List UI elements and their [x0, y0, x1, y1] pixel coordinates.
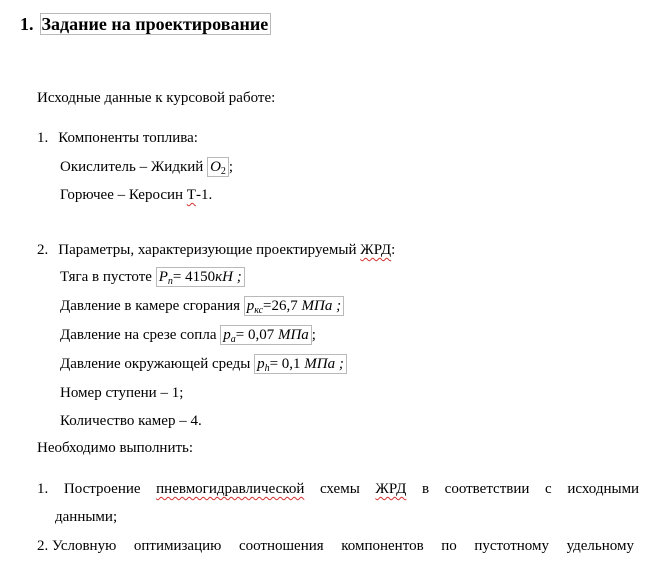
chamber-pressure-sub: кс [254, 305, 264, 316]
nozzle-pressure-formula [220, 325, 312, 345]
heading-text: Задание на проектирование [40, 13, 272, 35]
task-1-word: схемы [319, 481, 360, 497]
stage-number-line: Номер ступени – 1; [60, 385, 184, 401]
thrust-line [60, 267, 245, 287]
section2-title [37, 240, 395, 260]
ambient-pressure-symbol: p [257, 356, 265, 372]
chamber-pressure-formula [244, 296, 344, 316]
oxidizer-formula [207, 157, 229, 177]
chamber-pressure-label: Давление в камере сгорания [60, 298, 244, 314]
ambient-pressure-unit: МПа [304, 356, 336, 372]
ambient-pressure-formula [254, 354, 347, 374]
nozzle-pressure-unit: МПа [277, 327, 309, 343]
task-2-text: Условную оптимизацию соотношения компонентов по пустотному удельному [52, 538, 634, 554]
fuel-brand: Т [186, 187, 196, 203]
section1-title-text: Компоненты топлива: [58, 130, 198, 146]
task-item-1 [37, 479, 639, 499]
task-2-number: 2. [37, 538, 49, 554]
fuel-suffix: -1. [195, 187, 213, 203]
thrust-unit: кН [215, 269, 233, 285]
oxidizer-label: Окислитель – Жидкий [60, 159, 208, 175]
section2-number: 2. [37, 242, 49, 258]
task-1-continuation: данными; [55, 509, 118, 525]
section-heading [20, 12, 271, 36]
chamber-count-line: Количество камер – 4. [60, 413, 202, 429]
heading-number: 1. [20, 14, 34, 34]
task-1-number: 1. [37, 481, 49, 497]
nozzle-pressure-symbol: p [223, 327, 231, 343]
oxidizer-formula-base: O [210, 159, 221, 175]
ambient-pressure-value: = 0,1 [269, 356, 305, 372]
ambient-pressure-sub: h [264, 363, 270, 374]
oxidizer-line [60, 157, 233, 177]
task-item-2 [37, 536, 634, 556]
intro-text: Исходные данные к курсовой работе: [37, 90, 276, 106]
task-1-word: исходными [567, 481, 640, 497]
section1-title [37, 128, 198, 148]
thrust-symbol: P [158, 269, 168, 285]
task-1-word: в [421, 481, 430, 497]
task-1-word: ЖРД [375, 481, 407, 497]
ambient-pressure-end: ; [335, 356, 344, 372]
chamber-pressure-unit: МПа [301, 298, 333, 314]
ambient-pressure-label: Давление окружающей среды [60, 356, 255, 372]
section2-title-abbr: ЖРД [360, 242, 392, 258]
nozzle-pressure-label: Давление на срезе сопла [60, 327, 221, 343]
nozzle-pressure-end: ; [311, 327, 316, 343]
thrust-end: ; [232, 269, 242, 285]
fuel-line [60, 185, 212, 205]
nozzle-pressure-sub: a [230, 334, 236, 345]
chamber-pressure-line [60, 296, 344, 316]
task-1-word: пневмогидравлической [156, 481, 305, 497]
chamber-pressure-end: ; [332, 298, 342, 314]
chamber-pressure-symbol: p [246, 298, 255, 314]
thrust-label: Тяга в пустоте [60, 269, 156, 285]
oxidizer-suffix: ; [228, 159, 234, 175]
task-1-word: Построение [63, 481, 141, 497]
tasks-title: Необходимо выполнить: [37, 440, 194, 456]
nozzle-pressure-line [60, 325, 316, 345]
oxidizer-formula-sub: 2 [220, 166, 226, 177]
chamber-pressure-value: =26,7 [263, 298, 302, 314]
section2-title-suffix: : [391, 242, 396, 258]
section1-number: 1. [37, 130, 49, 146]
nozzle-pressure-value: = 0,07 [235, 327, 278, 343]
thrust-formula [156, 267, 245, 287]
fuel-label: Горючее – Керосин [60, 187, 187, 203]
section2-title-text: Параметры, характеризующие проектируемый [58, 242, 361, 258]
thrust-value: = 4150 [172, 269, 216, 285]
ambient-pressure-line [60, 354, 347, 374]
task-1-word: с [545, 481, 552, 497]
task-1-word: соответствии [444, 481, 530, 497]
thrust-sub: п [167, 276, 173, 287]
